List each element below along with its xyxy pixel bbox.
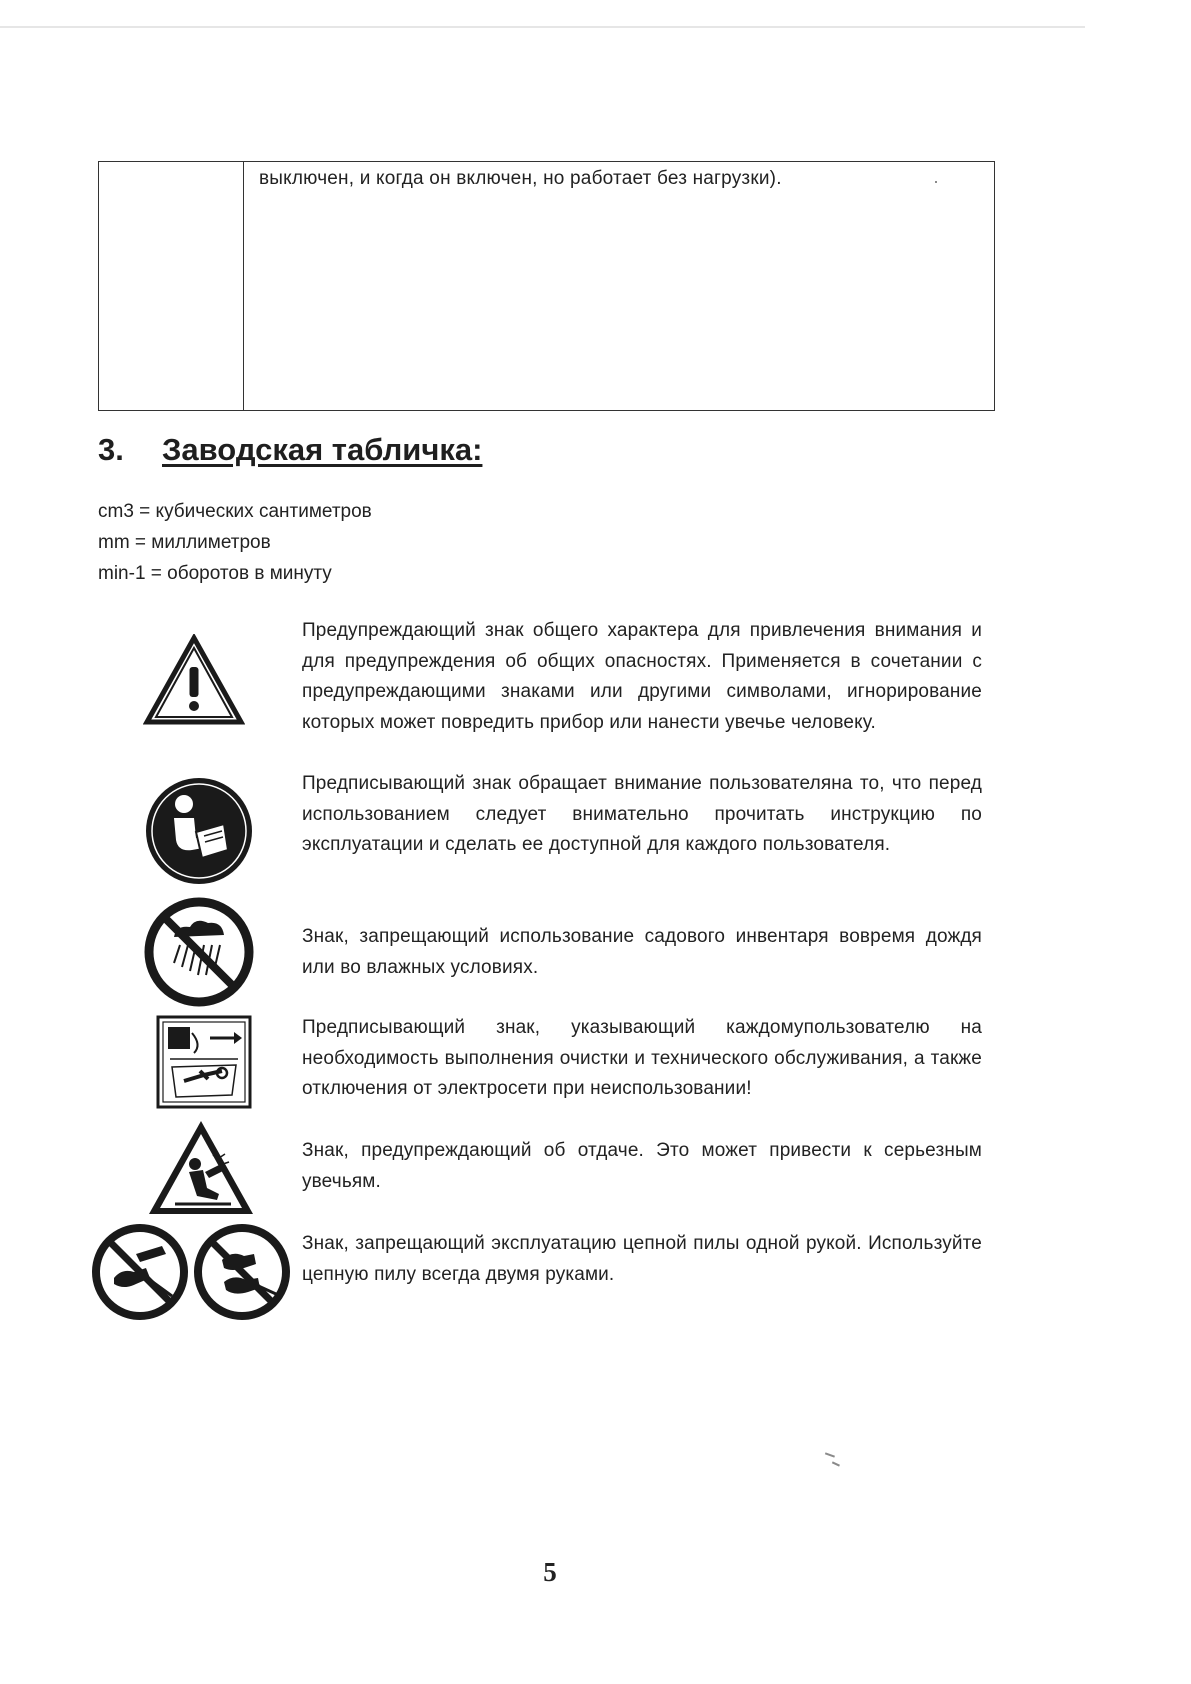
no-one-hand-operation-icon — [194, 1224, 290, 1320]
unit-item: mm = миллиметров — [98, 532, 271, 553]
general-warning-triangle-icon — [143, 634, 245, 726]
sign-description: Знак, запрещающий эксплуатацию цепной пилы одной рукой. Используйте цепную пилу всегда двумя руками. — [302, 1233, 982, 1285]
scan-speck — [825, 1452, 835, 1457]
sign-description: Предписывающий знак, указывающий каждомупользователю на необходимость выполнения очистки и технического обслуживания, а также отключения от электросети при неиспользовании! — [302, 1017, 982, 1099]
spec-table-fragment — [98, 161, 995, 411]
kickback-warning-icon — [145, 1118, 257, 1218]
units-list — [98, 496, 372, 589]
scan-top-edge — [0, 26, 1085, 28]
no-one-hand-operation-icon — [92, 1224, 188, 1320]
unit-item: cm3 = кубических сантиметров — [98, 501, 372, 522]
page-number: 5 — [543, 1557, 557, 1587]
maintenance-unplug-icon — [156, 1015, 252, 1109]
sign-description: Знак, предупреждающий об отдаче. Это может привести к серьезным увечьям. — [302, 1140, 982, 1192]
unit-item: min-1 = оборотов в минуту — [98, 563, 332, 584]
section-number: 3. — [98, 432, 124, 467]
scan-speck — [935, 181, 937, 183]
table-column-divider — [243, 162, 244, 410]
sign-description: Знак, запрещающий использование садового инвентаря вовремя дождя или во влажных условиях. — [302, 926, 982, 978]
sign-description: Предписывающий знак обращает внимание пользователяна то, что перед использованием следует внимательно прочитать инструкцию по эксплуатации и сделать ее доступной для каждого пользователя. — [302, 773, 982, 855]
section-title: Заводская табличка: — [162, 432, 483, 467]
no-rain-icon — [144, 897, 254, 1007]
sign-description: Предупреждающий знак общего характера для привлечения внимания и для предупреждения об общих опасностях. Применяется в сочетании с предупреждающими знаками или другими символами, игнорирование которых может повредить прибор или нанести увечье человеку. — [302, 620, 982, 733]
section-heading — [98, 432, 482, 468]
read-manual-icon — [144, 776, 254, 886]
scan-speck — [832, 1461, 840, 1466]
table-cell-text: выключен, и когда он включен, но работает без нагрузки). — [259, 168, 782, 189]
